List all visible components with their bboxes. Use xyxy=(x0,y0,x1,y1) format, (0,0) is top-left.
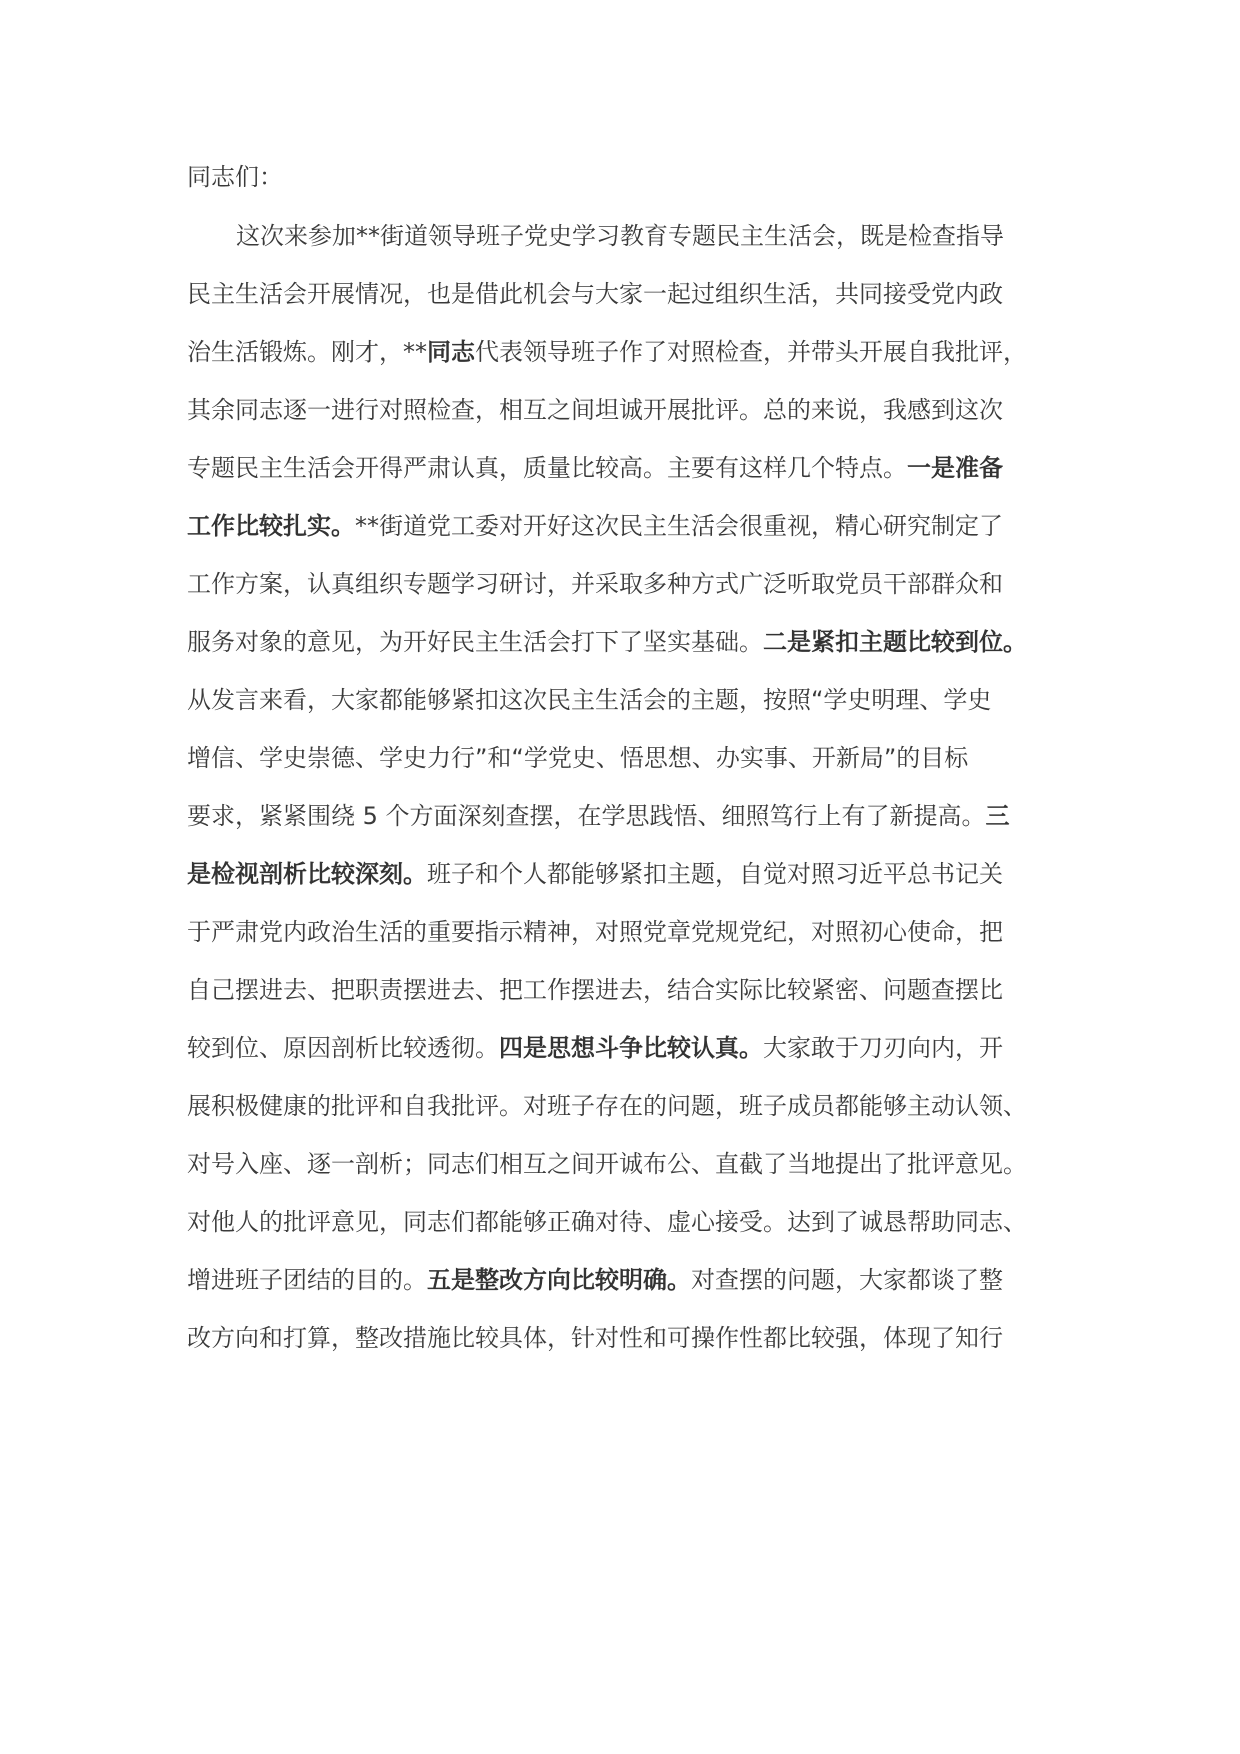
text-run: 代表领导班子作了对照检查，并带头开展自我批评， xyxy=(475,338,1027,366)
paragraph-line xyxy=(187,390,1067,430)
text-run: 展积极健康的批评和自我批评。对班子存在的问题，班子成员都能够主动认领、 xyxy=(187,1092,1027,1120)
text-run: 对查摆的问题，大家都谈了整 xyxy=(691,1266,1003,1294)
paragraph-line xyxy=(187,854,1067,894)
paragraph-line xyxy=(187,448,1067,488)
text-run: 自己摆进去、把职责摆进去、把工作摆进去，结合实际比较紧密、问题查摆比 xyxy=(187,976,1003,1004)
text-run: **街道党工委对开好这次民主生活会很重视，精心研究制定了 xyxy=(355,512,1003,540)
paragraph-line xyxy=(187,506,1067,546)
bold-text-run: 五是整改方向比较明确。 xyxy=(427,1266,691,1294)
text-run: 这次来参加**街道领导班子党史学习教育专题民主生活会，既是检查指导 xyxy=(236,222,1004,250)
paragraph-line xyxy=(187,970,1067,1010)
paragraph-line xyxy=(187,1086,1067,1126)
paragraph-line xyxy=(187,796,1067,836)
text-run: 民主生活会开展情况，也是借此机会与大家一起过组织生活，共同接受党内政 xyxy=(187,280,1003,308)
paragraph-line xyxy=(187,332,1067,372)
paragraph-line xyxy=(236,216,1116,256)
text-run: 增信、学史崇德、学史力行”和“学党史、悟思想、办实事、开新局”的目标 xyxy=(187,744,969,772)
paragraph-line xyxy=(187,1028,1067,1068)
bold-text-run: 二是紧扣主题比较到位。 xyxy=(763,628,1027,656)
text-run: 于严肃党内政治生活的重要指示精神，对照党章党规党纪，对照初心使命，把 xyxy=(187,918,1003,946)
text-run: 其余同志逐一进行对照检查，相互之间坦诚开展批评。总的来说，我感到这次 xyxy=(187,396,1003,424)
paragraph-line xyxy=(187,912,1067,952)
bold-text-run: 同志 xyxy=(427,338,475,366)
text-run: 服务对象的意见，为开好民主生活会打下了坚实基础。 xyxy=(187,628,763,656)
text-run: 专题民主生活会开得严肃认真，质量比较高。主要有这样几个特点。 xyxy=(187,454,907,482)
bold-text-run: 四是思想斗争比较认真。 xyxy=(499,1034,763,1062)
text-run: 对他人的批评意见，同志们都能够正确对待、虚心接受。达到了诚恳帮助同志、 xyxy=(187,1208,1027,1236)
paragraph-line xyxy=(187,1318,1067,1358)
paragraph-line xyxy=(187,1202,1067,1242)
bold-text-run: 工作比较扎实。 xyxy=(187,512,355,540)
text-run: 大家敢于刀刃向内，开 xyxy=(763,1034,1003,1062)
paragraph-line xyxy=(187,1144,1067,1184)
paragraph-line xyxy=(187,680,1067,720)
text-run: 改方向和打算，整改措施比较具体，针对性和可操作性都比较强，体现了知行 xyxy=(187,1324,1003,1352)
bold-text-run: 三 xyxy=(985,802,1010,830)
paragraph-line xyxy=(187,622,1067,662)
paragraph-line xyxy=(187,1260,1067,1300)
text-run: 较到位、原因剖析比较透彻。 xyxy=(187,1034,499,1062)
text-run: 工作方案，认真组织专题学习研讨，并采取多种方式广泛听取党员干部群众和 xyxy=(187,570,1003,598)
text-run: 从发言来看，大家都能够紧扣这次民主生活会的主题，按照“学史明理、学史 xyxy=(187,686,992,714)
paragraph-line xyxy=(187,274,1067,314)
text-run: 增进班子团结的目的。 xyxy=(187,1266,427,1294)
text-run: 要求，紧紧围绕 5 个方面深刻查摆，在学思践悟、细照笃行上有了新提高。 xyxy=(187,802,986,830)
text-run: 对号入座、逐一剖析；同志们相互之间开诚布公、直截了当地提出了批评意见。 xyxy=(187,1150,1027,1178)
bold-text-run: 是检视剖析比较深刻。 xyxy=(187,860,427,888)
text-run: 班子和个人都能够紧扣主题，自觉对照习近平总书记关 xyxy=(427,860,1003,888)
salutation: 同志们： xyxy=(187,163,283,191)
bold-text-run: 一是准备 xyxy=(907,454,1003,482)
text-run: 治生活锻炼。刚才，** xyxy=(187,338,427,366)
paragraph-line xyxy=(187,564,1067,604)
paragraph-line xyxy=(187,738,1067,778)
